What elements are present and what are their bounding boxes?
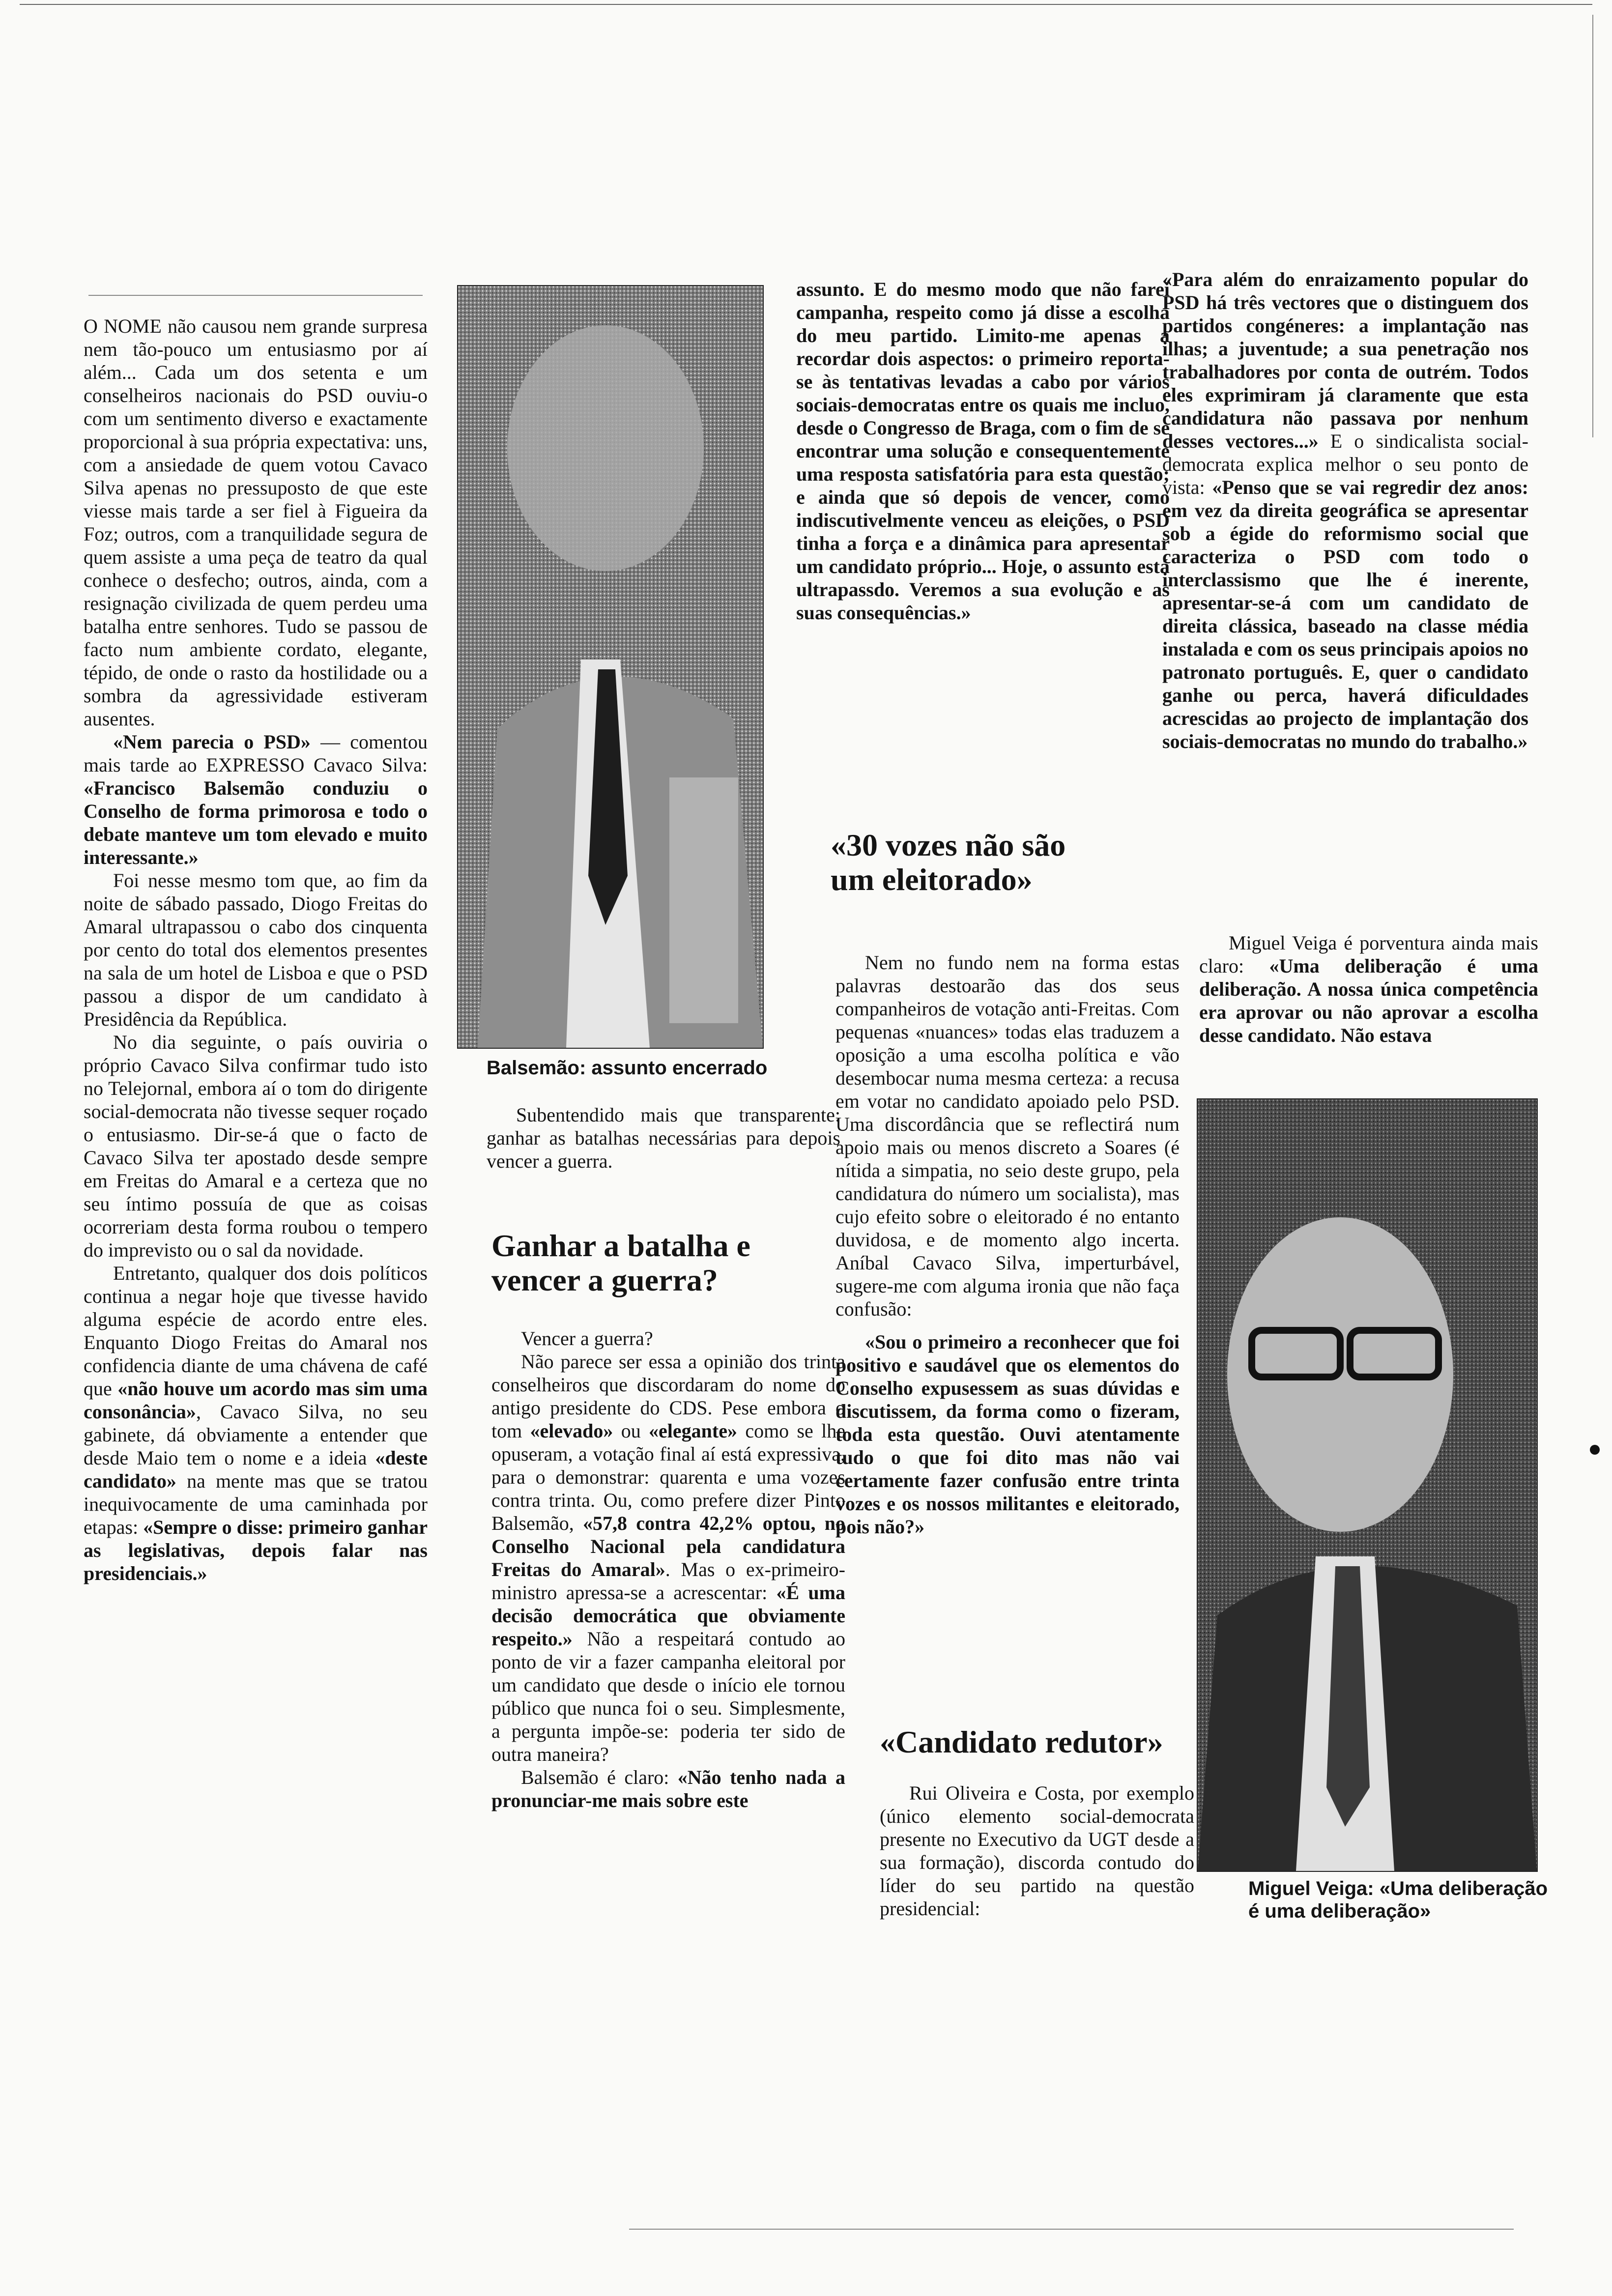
quote-bold: «Uma deliberação é uma deliberação. A nossa única competência era aprovar ou não aprovar a escolha desse candidato. Não estava	[1199, 955, 1538, 1046]
scan-bottom-rule	[629, 2229, 1514, 2230]
quote-bold: «Francisco Balsemão conduziu o Conselho de forma primorosa e todo o debate manteve um tom elevado e muito interessante.»	[84, 777, 428, 868]
paragraph	[491, 1350, 845, 1766]
quote-bold: «Sempre o disse: primeiro ganhar as legislativas, depois falar nas presidenciais.»	[84, 1516, 428, 1584]
paragraph	[1162, 268, 1528, 753]
article-column-2-continued	[491, 1327, 845, 1812]
paragraph	[84, 1262, 428, 1585]
text: Entretanto, qualquer dos dois políticos continua a negar hoje que tivesse havido alguma espécie de acordo entre eles. Enquanto Diogo Freitas do Amaral nos confidencia diante de uma chávena de café que	[84, 1262, 428, 1400]
paragraph: Foi nesse mesmo tom que, ao fim da noite de sábado passado, Diogo Freitas do Amaral ultrapassou o cabo dos cinquenta por cento do total dos elementos presentes na sala de um hotel de Lisboa e que o PSD passou a dispor de um candidato à Presidência da República.	[84, 869, 428, 1030]
text: Não parece ser essa a opinião dos trinta conselheiros que discordaram do nome do antigo presidente do CDS. Pese embora o tom	[491, 1350, 845, 1442]
quote-bold: «elevado»	[530, 1420, 613, 1442]
paragraph	[1199, 931, 1538, 1047]
portrait-illustration	[1198, 1099, 1537, 1871]
paragraph: Rui Oliveira e Costa, por exemplo (único elemento social-democrata presente no Executivo da UGT desde a sua formação), discorda contudo do líder do seu partido na questão presidencial:	[880, 1782, 1194, 1920]
text: — comentou mais tarde ao EXPRESSO Cavaco Silva:	[84, 731, 428, 776]
article-column-4	[1162, 268, 1528, 753]
quote-bold: «Não tenho nada a pronunciar-me mais sobre este	[491, 1766, 845, 1811]
photo-caption-miguel-veiga: Miguel Veiga: «Uma deliberação é uma deliberação»	[1248, 1878, 1548, 1922]
text: . Mas o ex-primeiro-ministro apressa-se a acrescentar:	[491, 1558, 845, 1604]
scan-top-rule	[20, 4, 1592, 5]
paragraph: Nem no fundo nem na forma estas palavras destoarão das dos seus companheiros de votação anti-Freitas. Com pequenas «nuances» todas elas traduzem a oposição a uma escolha política e vão desembocar numa mesma certeza: a recusa em votar no candidato apoiado pelo PSD. Uma discordância que se reflectirá num apoio mais ou menos discreto a Soares (é nítida a simpatia, no seio deste grupo, pela candidatura do número um socialista), mas cujo efeito sobre o eleitorado é no entanto duvidosa, e de momento algo incerta. Aníbal Cavaco Silva, imperturbável, sugere-me com alguma ironia que não faça confusão:	[835, 951, 1180, 1320]
subheading-candidato-redutor: «Candidato redutor»	[880, 1724, 1163, 1759]
scan-mark	[1590, 1445, 1600, 1455]
article-column-4-continued	[1199, 931, 1538, 1047]
quote-bold: «elegante»	[649, 1420, 737, 1442]
paragraph: O NOME não causou nem grande surpresa nem tão-pouco um entusiasmo por aí além... Cada um dos setenta e um conselheiros nacionais do PSD ouviu-o com um sentimento diverso e exactamente proporcional à sua própria expectativa: uns, com a ansiedade de quem votou Cavaco Silva apenas no pressuposto de que este viesse mais tarde a ser fiel à Figueira da Foz; outros, com a tranquilidade segura de quem assiste a uma peça de teatro da qual conhece o desfecho; outros, ainda, com a resignação civilizada de quem perdeu uma batalha entre senhores. Tudo se passou de facto num ambiente cordato, elegante, tépido, de onde o rasto da hostilidade ou a sombra da agressividade estiveram ausentes.	[84, 315, 428, 730]
photo-balsemao	[457, 285, 764, 1049]
text: na mente mas que se tratou inequivocamente de uma caminhada por etapas:	[84, 1470, 428, 1538]
scan-right-edge	[1592, 15, 1593, 437]
article-column-3	[796, 278, 1170, 624]
text: , Cavaco Silva, no seu gabinete, dá obviamente a entender que desde Maio tem o nome e a ideia	[84, 1401, 428, 1469]
text: Miguel Veiga é porventura ainda mais claro:	[1199, 932, 1538, 977]
quote-bold: «não houve um acordo mas sim uma consonância»	[84, 1378, 428, 1423]
quote-bold: «Para além do enraizamento popular do PSD há três vectores que o distinguem dos partidos congéneres: a implantação nas ilhas; a juventude; a sua penetração nos trabalhadores por conta de outrém. Todos eles exprimiram já claramente que esta candidatura não passava por nenhum desses vectores...»	[1162, 268, 1528, 452]
portrait-illustration	[458, 286, 763, 1048]
photo-caption-balsemao: Balsemão: assunto encerrado	[487, 1057, 768, 1079]
article-column-1	[84, 315, 428, 1585]
quote-bold: «deste candidato»	[84, 1447, 428, 1492]
text: Balsemão é claro:	[521, 1766, 678, 1788]
paragraph	[491, 1766, 845, 1812]
photo-miguel-veiga	[1197, 1098, 1538, 1872]
text: ou	[613, 1420, 649, 1442]
article-column-3-end	[880, 1781, 1194, 1920]
quote-bold: «Sou o primeiro a reconhecer que foi positivo e saudável que os elementos do Conselho expusessem as suas dúvidas e discutissem, da forma como o fizeram, toda esta questão. Ouvi atentamente tudo o que foi dito mas não vai certamente fazer confusão entre trinta vozes e os nossos militantes e eleitorado, pois não?»	[835, 1331, 1180, 1538]
paragraph: Vencer a guerra?	[521, 1327, 653, 1349]
quote-bold: «57,8 contra 42,2% optou, no Conselho Nacional pela candidatura Freitas do Amaral»	[491, 1512, 846, 1580]
quote-bold: assunto. E do mesmo modo que não farei campanha, respeito como já disse a escolha do meu partido. Limito-me apenas a recordar dois aspectos: o primeiro reporta-se às tentativas levadas a cabo por vários sociais-democratas entre os quais me incluo, desde o Congresso de Braga, com o fim de se encontrar uma solução e consequentemente uma resposta satisfatória para esta questão; e ainda que só depois de vencer, como indiscutivelmente venceu as eleições, o PSD tinha a força e a dinâmica para apresentar um candidato próprio... Hoje, o assunto está ultrapassdo. Veremos a sua evolução e as suas consequências.»	[796, 278, 1170, 624]
text: Não a respeitará contudo ao ponto de vir a fazer campanha eleitoral por um candidato que desde o início ele tornou público que nunca foi o seu. Simplesmente, a pergunta impõe-se: poderia ter sido de outra maneira?	[491, 1628, 845, 1765]
paragraph	[84, 730, 428, 869]
column-top-rule	[88, 295, 423, 296]
text: E o sindicalista social-democrata explica melhor o seu ponto de vista:	[1162, 430, 1528, 498]
paragraph: Subentendido mais que transparente: ganhar as batalhas necessárias para depois vencer a guerra.	[487, 1104, 840, 1172]
quote-bold: «Nem parecia o PSD»	[113, 731, 311, 753]
article-column-2	[487, 1103, 840, 1173]
subheading-30-vozes: «30 vozes não são um eleitorado»	[831, 828, 1066, 897]
article-column-3-continued	[835, 951, 1180, 1538]
subheading-ganhar-a-batalha: Ganhar a batalha e vencer a guerra?	[491, 1228, 750, 1297]
quote-bold: «Penso que se vai regredir dez anos: em vez da direita geográfica se apresentar sob a égide do reformismo social que caracteriza o PSD com todo o interclassismo que lhe é inerente, apresentar-se-á com um candidato de direita clássica, baseado na classe média instalada e com os seus principais apoios no patronato português. E, quer o candidato ganhe ou perca, haverá dificuldades acrescidas ao projecto de implantação dos sociais-democratas no mundo do trabalho.»	[1162, 476, 1528, 752]
paragraph: No dia seguinte, o país ouviria o próprio Cavaco Silva confirmar tudo isto no Telejornal, embora aí o tom do dirigente social-democrata não tivesse sequer roçado o entusiasmo. Dir-se-á que o facto de Cavaco Silva ter apostado desde sempre em Freitas do Amaral e a certeza que no seu íntimo possuía de que as coisas ocorreriam desta forma roubou o tempero do imprevisto ou o sal da novidade.	[84, 1031, 428, 1261]
text: como se lhe opuseram, a votação final aí está expressiva, para o demonstrar: quarenta e uma vozes contra trinta. Ou, como prefere dizer Pinto Balsemão,	[491, 1420, 845, 1534]
quote-bold: «É uma decisão democrática que obviamente respeito.»	[491, 1581, 845, 1650]
